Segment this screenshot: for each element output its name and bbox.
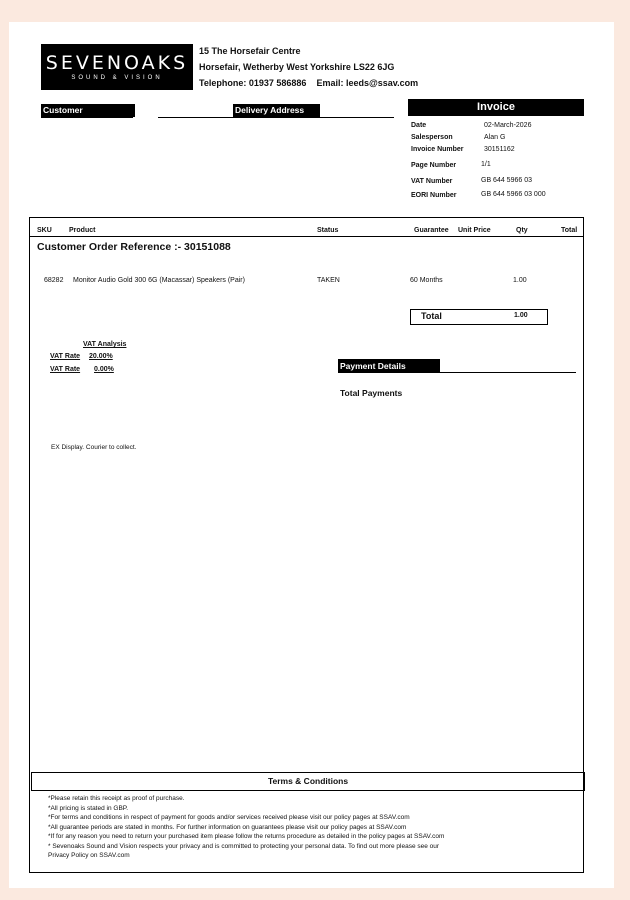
company-logo <box>41 44 193 90</box>
address-line-2: Horsefair, Wetherby West Yorkshire LS22 6JG <box>199 62 395 72</box>
telephone-value: 01937 586886 <box>248 78 307 88</box>
total-qty: 1.00 <box>514 312 528 319</box>
email-label: Email: <box>316 78 344 88</box>
invoice-number-value: 30151162 <box>484 146 515 153</box>
vat-rate-2-label: VAT Rate <box>50 366 81 373</box>
customer-underline <box>41 117 133 118</box>
terms-line: *All pricing is stated in GBP. <box>48 804 129 812</box>
invoice-title: Invoice <box>408 99 584 116</box>
invoice-date-value: 02-March-2026 <box>484 122 532 129</box>
col-header-unit-price: Unit Price <box>458 227 491 234</box>
row-status: TAKEN <box>317 277 340 284</box>
salesperson-label: Salesperson <box>411 134 453 141</box>
eori-number-label: EORI Number <box>411 192 457 199</box>
order-reference: Customer Order Reference :- 30151088 <box>37 241 231 253</box>
total-payments-label: Total Payments <box>340 388 403 398</box>
row-sku: 68282 <box>44 277 64 284</box>
col-header-sku: SKU <box>37 227 52 234</box>
col-header-status: Status <box>317 227 339 234</box>
row-guarantee: 60 Months <box>410 277 443 284</box>
row-qty: 1.00 <box>513 277 527 284</box>
payment-details-heading: Payment Details <box>338 359 440 373</box>
terms-text <box>48 794 444 861</box>
total-label: Total <box>421 311 442 321</box>
eori-number-value: GB 644 5966 03 000 <box>481 191 546 198</box>
vat-rate-1-label: VAT Rate <box>50 353 81 360</box>
vat-rate-2-value: 0.00% <box>94 366 114 373</box>
terms-line: *If for any reason you need to return your purchased item please follow the returns procedure as detailed in the policy pages at SSAV.com <box>48 833 445 840</box>
page-number-value: 1/1 <box>481 161 491 168</box>
telephone-label: Telephone: <box>199 78 247 88</box>
vat-analysis-title: VAT Analysis <box>83 341 127 348</box>
customer-heading: Customer <box>41 104 135 117</box>
terms-line: *All guarantee periods are stated in months. For further information on guarantees please visit our policy pages at SSAV.com <box>48 823 407 831</box>
contact-line <box>199 78 418 88</box>
col-header-product: Product <box>69 227 96 234</box>
salesperson-value: Alan G <box>484 134 506 141</box>
terms-line: Privacy Policy on SSAV.com <box>48 852 130 859</box>
delivery-heading: Delivery Address <box>233 104 320 117</box>
logo-tagline: SOUND & VISION <box>71 75 163 81</box>
col-header-total: Total <box>561 227 578 234</box>
vat-number-value: GB 644 5966 03 <box>481 177 532 184</box>
terms-line: * Sevenoaks Sound and Vision respects your privacy and is committed to protecting your personal data. To find out more please see our <box>48 842 440 850</box>
vat-number-label: VAT Number <box>411 178 453 185</box>
vat-rate-1-value: 20.00% <box>89 353 113 360</box>
col-header-qty: Qty <box>516 227 528 234</box>
order-note: EX Display. Courier to collect. <box>51 444 137 451</box>
payment-underline <box>438 372 576 373</box>
row-product: Monitor Audio Gold 300 6G (Macassar) Speakers (Pair) <box>73 277 245 284</box>
page-number-label: Page Number <box>411 162 457 169</box>
table-header-rule <box>29 236 584 237</box>
logo-brand: SEVENOAKS <box>45 52 189 74</box>
terms-line: *For terms and conditions in respect of payment for goods and/or services received please visit our policy pages at SSAV.com <box>48 814 410 821</box>
delivery-underline <box>158 117 394 118</box>
col-header-guarantee: Guarantee <box>414 227 449 234</box>
terms-line: *Please retain this receipt as proof of purchase. <box>48 795 185 802</box>
invoice-date-label: Date <box>411 122 427 129</box>
email-value: leeds@ssav.com <box>345 78 419 88</box>
invoice-number-label: Invoice Number <box>411 146 464 153</box>
total-box <box>410 309 548 325</box>
terms-heading: Terms & Conditions <box>31 772 585 791</box>
address-line-1: 15 The Horsefair Centre <box>199 46 301 56</box>
